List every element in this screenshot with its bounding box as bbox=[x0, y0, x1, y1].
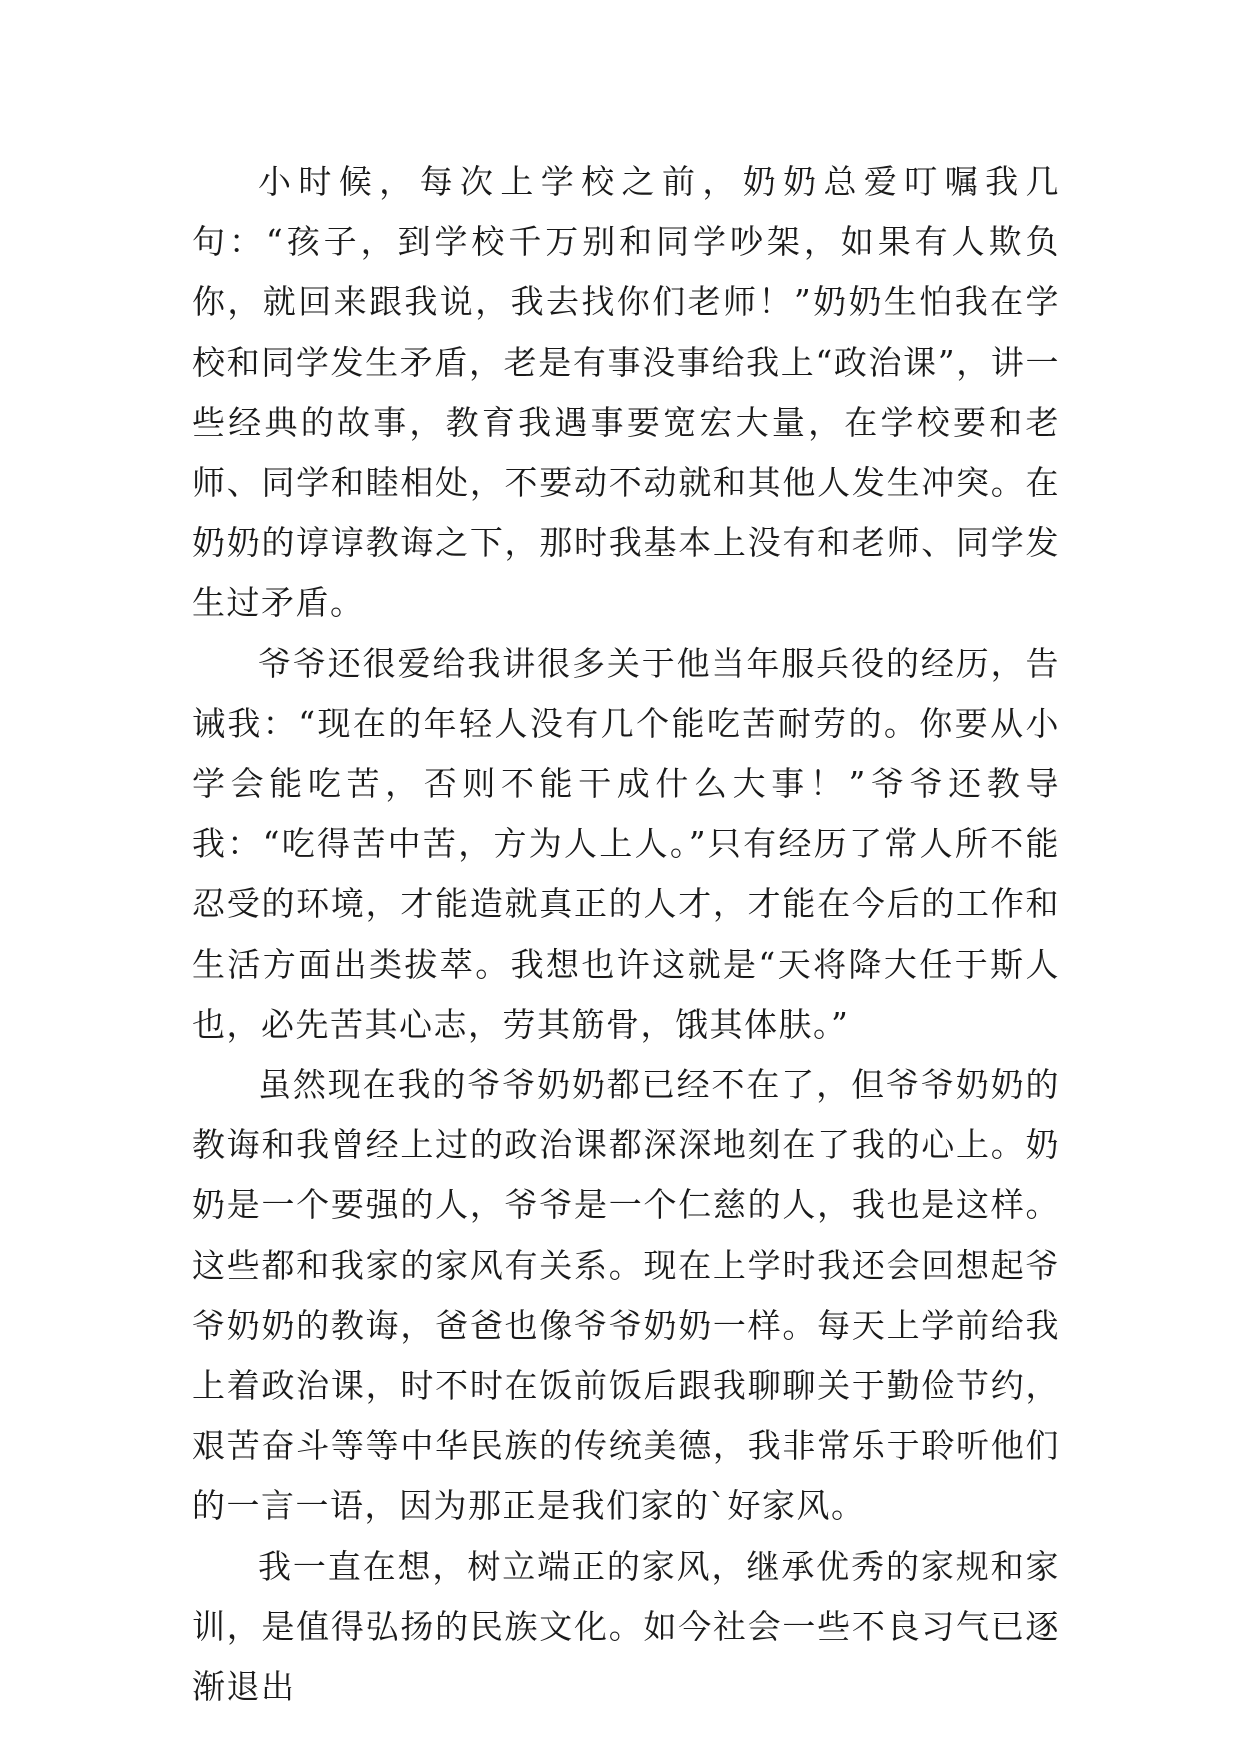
paragraph-family-tradition: 我一直在想，树立端正的家风，继承优秀的家规和家训，是值得弘扬的民族文化。如今社会一些不良习气已逐渐退出 bbox=[192, 1546, 1060, 1707]
paragraph-grandpa: 爷爷还很爱给我讲很多关于他当年服兵役的经历，告诫我：“现在的年轻人没有几个能吃苦耐劳的。你要从小学会能吃苦，否则不能干成什么大事！”爷爷还教导我：“吃得苦中苦，方为人上人。”只有经历了常人所不能忍受的环境，才能造就真正的人才，才能在今后的工作和生活方面出类拔萃。我想也许这就是“天将降大任于斯人也，必先苦其心志，劳其筋骨，饿其体肤。” bbox=[192, 643, 1060, 1044]
paragraph-family-teachings: 虽然现在我的爷爷奶奶都已经不在了，但爷爷奶奶的教诲和我曾经上过的政治课都深深地刻在了我的心上。奶奶是一个要强的人，爷爷是一个仁慈的人，我也是这样。这些都和我家的家风有关系。现在上学时我还会回想起爷爷奶奶的教诲，爸爸也像爷爷奶奶一样。每天上学前给我上着政治课，时不时在饭前饭后跟我聊聊关于勤俭节约，艰苦奋斗等等中华民族的传统美德，我非常乐于聆听他们的一言一语，因为那正是我们家的`好家风。 bbox=[192, 1065, 1060, 1526]
paragraph-grandma: 小时候，每次上学校之前，奶奶总爱叮嘱我几句：“孩子，到学校千万别和同学吵架，如果有人欺负你，就回来跟我说，我去找你们老师！”奶奶生怕我在学校和同学发生矛盾，老是有事没事给我上“政治课”，讲一些经典的故事，教育我遇事要宽宏大量，在学校要和老师、同学和睦相处，不要动不动就和其他人发生冲突。在奶奶的谆谆教诲之下，那时我基本上没有和老师、同学发生过矛盾。 bbox=[192, 162, 1060, 623]
document-body bbox=[192, 152, 1060, 1717]
